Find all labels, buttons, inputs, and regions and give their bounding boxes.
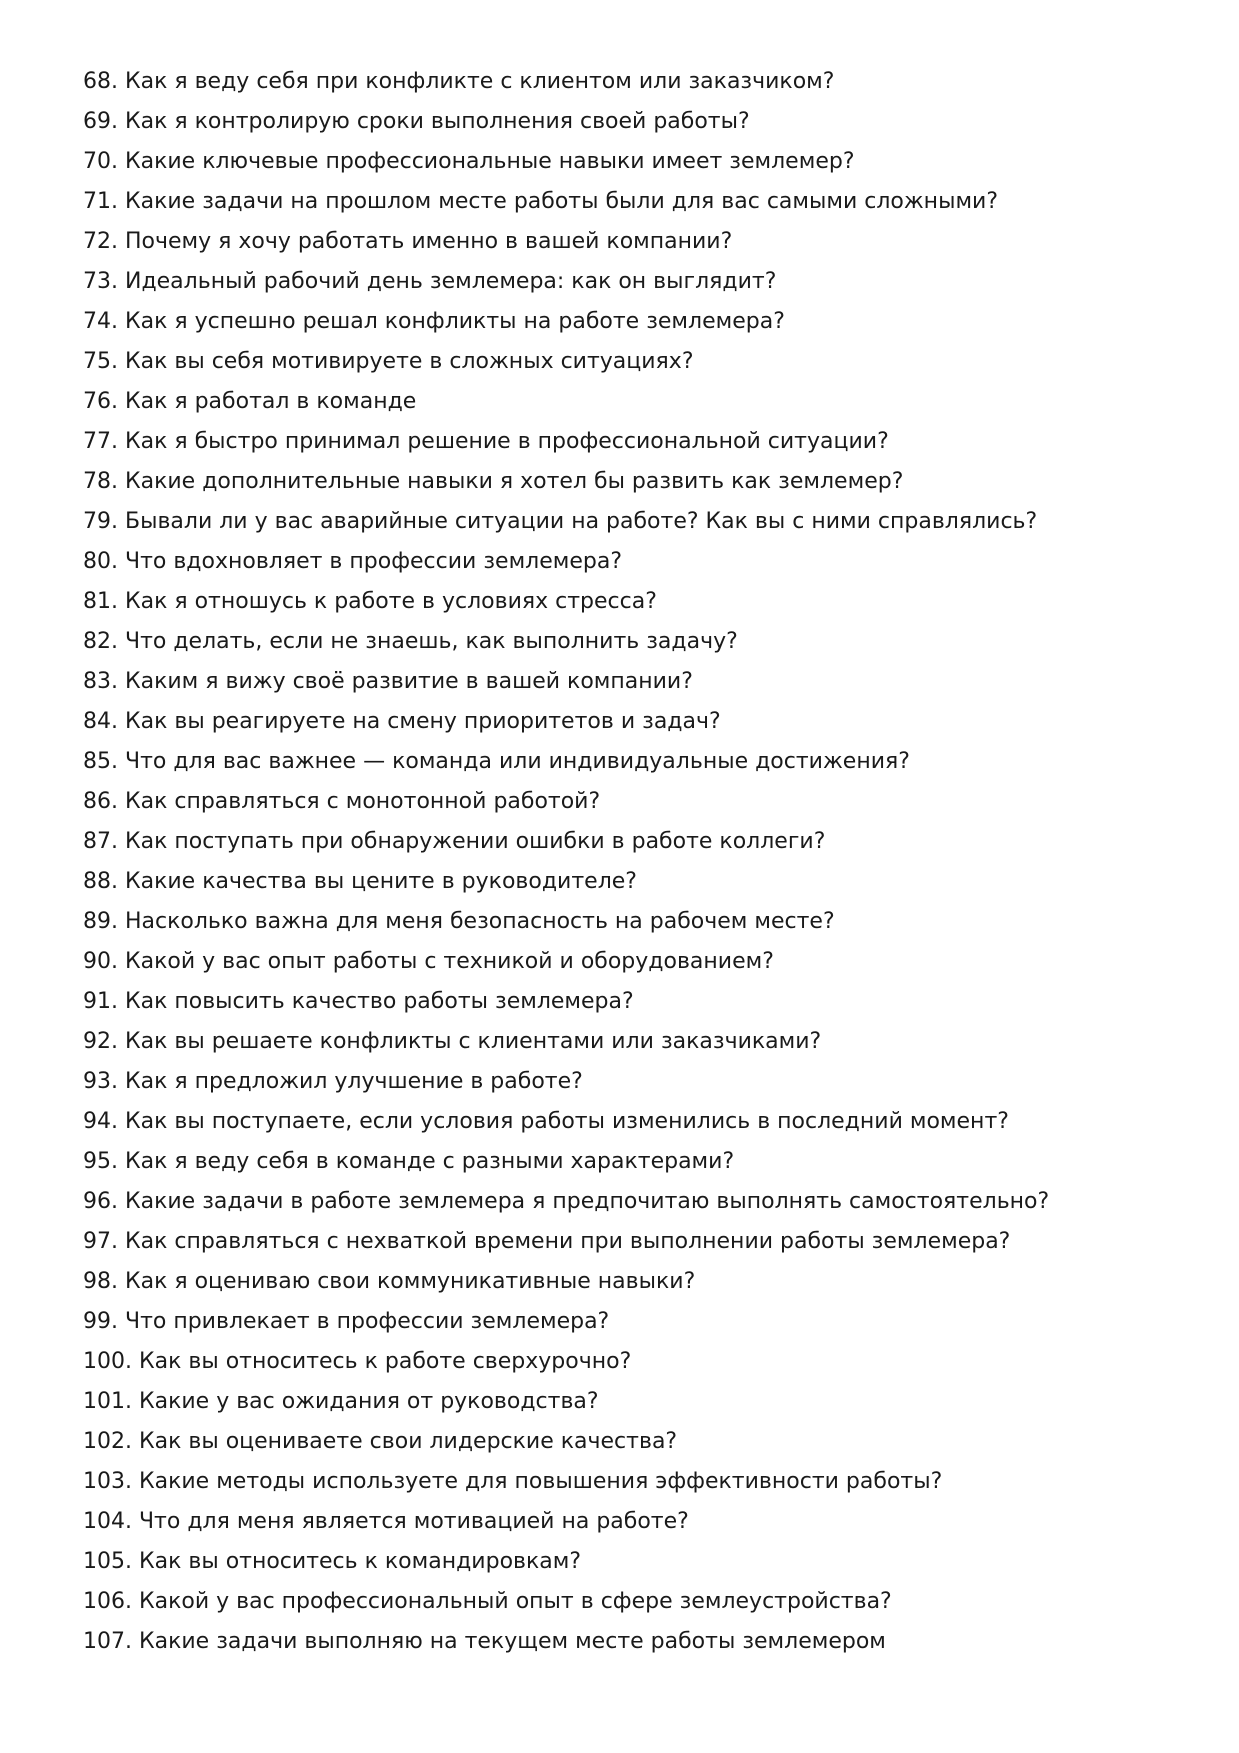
- question-item: 77. Как я быстро принимал решение в профессиональной ситуации?: [83, 429, 889, 454]
- question-item: 100. Как вы относитесь к работе сверхурочно?: [83, 1349, 632, 1374]
- question-item: 90. Какой у вас опыт работы с техникой и оборудованием?: [83, 949, 774, 974]
- question-item: 91. Как повысить качество работы землемера?: [83, 989, 634, 1014]
- question-item: 107. Какие задачи выполняю на текущем месте работы землемером: [83, 1629, 886, 1654]
- question-item: 83. Каким я вижу своё развитие в вашей компании?: [83, 669, 693, 694]
- question-item: 71. Какие задачи на прошлом месте работы были для вас самыми сложными?: [83, 189, 999, 214]
- question-item: 93. Как я предложил улучшение в работе?: [83, 1069, 583, 1094]
- question-item: 74. Как я успешно решал конфликты на работе землемера?: [83, 309, 785, 334]
- question-item: 82. Что делать, если не знаешь, как выполнить задачу?: [83, 629, 738, 654]
- question-item: 85. Что для вас важнее — команда или индивидуальные достижения?: [83, 749, 910, 774]
- question-item: 94. Как вы поступаете, если условия работы изменились в последний момент?: [83, 1109, 1009, 1134]
- question-item: 69. Как я контролирую сроки выполнения своей работы?: [83, 109, 750, 134]
- question-item: 92. Как вы решаете конфликты с клиентами или заказчиками?: [83, 1029, 822, 1054]
- question-item: 81. Как я отношусь к работе в условиях стресса?: [83, 589, 657, 614]
- question-item: 88. Какие качества вы цените в руководителе?: [83, 869, 637, 894]
- question-item: 95. Как я веду себя в команде с разными характерами?: [83, 1149, 735, 1174]
- question-item: 96. Какие задачи в работе землемера я предпочитаю выполнять самостоятельно?: [83, 1189, 1050, 1214]
- question-item: 89. Насколько важна для меня безопасность на рабочем месте?: [83, 909, 835, 934]
- question-item: 99. Что привлекает в профессии землемера?: [83, 1309, 610, 1334]
- question-item: 79. Бывали ли у вас аварийные ситуации на работе? Как вы с ними справлялись?: [83, 509, 1038, 534]
- question-item: 101. Какие у вас ожидания от руководства?: [83, 1389, 599, 1414]
- question-item: 86. Как справляться с монотонной работой?: [83, 789, 601, 814]
- question-item: 78. Какие дополнительные навыки я хотел бы развить как землемер?: [83, 469, 904, 494]
- question-item: 68. Как я веду себя при конфликте с клиентом или заказчиком?: [83, 69, 835, 94]
- question-item: 75. Как вы себя мотивируете в сложных ситуациях?: [83, 349, 694, 374]
- question-item: 98. Как я оцениваю свои коммуникативные навыки?: [83, 1269, 696, 1294]
- question-item: 72. Почему я хочу работать именно в вашей компании?: [83, 229, 733, 254]
- question-item: 104. Что для меня является мотивацией на работе?: [83, 1509, 689, 1534]
- question-item: 76. Как я работал в команде: [83, 389, 417, 414]
- question-item: 73. Идеальный рабочий день землемера: как он выглядит?: [83, 269, 777, 294]
- question-list: [83, 62, 1203, 1662]
- question-item: 97. Как справляться с нехваткой времени при выполнении работы землемера?: [83, 1229, 1011, 1254]
- question-item: 106. Какой у вас профессиональный опыт в сфере землеустройства?: [83, 1589, 892, 1614]
- question-item: 84. Как вы реагируете на смену приоритетов и задач?: [83, 709, 721, 734]
- question-item: 80. Что вдохновляет в профессии землемера?: [83, 549, 623, 574]
- question-item: 87. Как поступать при обнаружении ошибки в работе коллеги?: [83, 829, 826, 854]
- question-item: 70. Какие ключевые профессиональные навыки имеет землемер?: [83, 149, 855, 174]
- question-item: 102. Как вы оцениваете свои лидерские качества?: [83, 1429, 678, 1454]
- question-item: 105. Как вы относитесь к командировкам?: [83, 1549, 582, 1574]
- question-item: 103. Какие методы используете для повышения эффективности работы?: [83, 1469, 943, 1494]
